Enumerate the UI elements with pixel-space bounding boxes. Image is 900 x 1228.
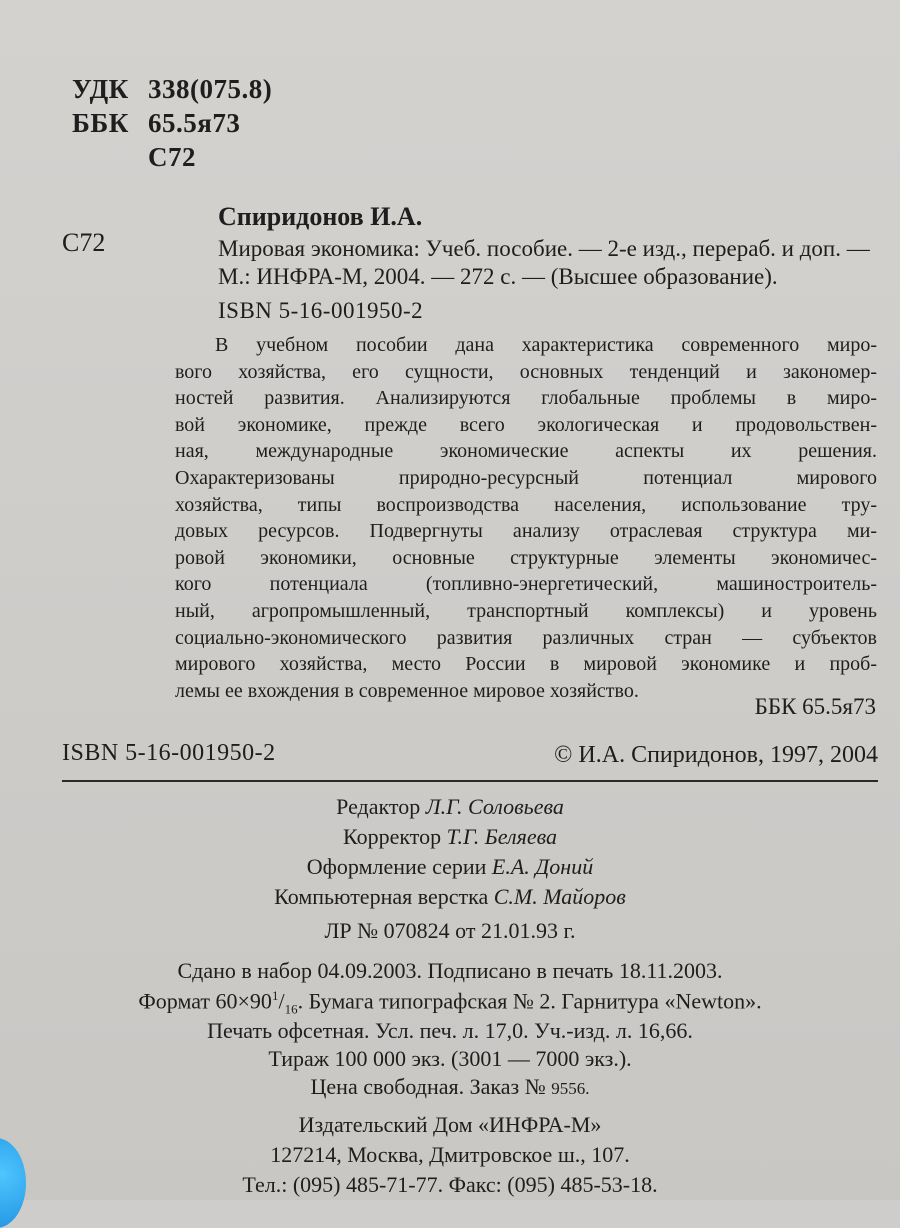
- annotation-line: ностей развития. Анализируются глобальные проблемы в миро-: [175, 387, 877, 410]
- divider-rule: [62, 780, 878, 782]
- credit-role: Редактор: [336, 794, 421, 819]
- annotation-line: кого потенциала (топливно-энергетический, машиностроитель-: [175, 573, 877, 596]
- license-line: ЛР № 070824 от 21.01.93 г.: [324, 918, 576, 943]
- annotation-line: довых ресурсов. Подвергнуты анализу отраслевая структура ми-: [175, 520, 877, 543]
- annotation-line: ный, агропромышленный, транспортный комплексы) и уровень: [175, 599, 877, 622]
- udk-value: 338(075.8): [148, 74, 273, 104]
- annotation-line: вого хозяйства, его сущности, основных тенденций и закономер-: [175, 360, 877, 383]
- annotation-line: ная, международные экономические аспекты их решения.: [175, 440, 877, 463]
- credit-person: Л.Г. Соловьева: [425, 794, 564, 819]
- credit-editor: [0, 794, 900, 820]
- credit-role: Корректор: [343, 824, 442, 849]
- print-line-4: Тираж 100 000 экз. (3001 — 7000 экз.).: [268, 1046, 632, 1071]
- credit-design: [0, 854, 900, 880]
- order-number: 9556.: [551, 1079, 590, 1098]
- biblio-line-2: М.: ИНФРА-М, 2004. — 272 с. — (Высшее образование).: [218, 264, 778, 289]
- udk-label: УДК: [72, 74, 129, 104]
- format-sup: 1: [271, 988, 279, 1003]
- author-mark: С72: [148, 142, 196, 172]
- annotation-line: ровой экономики, основные структурные элементы экономичес-: [175, 546, 877, 569]
- credit-person: Е.А. Доний: [491, 854, 594, 879]
- credit-person: С.М. Майоров: [493, 884, 626, 909]
- credit-person: Т.Г. Беляева: [446, 824, 557, 849]
- bbk-label: ББК: [72, 108, 129, 138]
- bbk-line: [72, 108, 240, 139]
- annotation-line: социально-экономического развития различных стран — субъектов: [175, 626, 877, 649]
- annotation-line: Охарактеризованы природно-ресурсный потенциал мирового: [175, 466, 877, 489]
- print-line-1: Сдано в набор 04.09.2003. Подписано в печать 18.11.2003.: [177, 958, 723, 983]
- credit-layout: [0, 884, 900, 910]
- publisher-address: 127214, Москва, Дмитровское ш., 107.: [270, 1142, 630, 1167]
- annotation: [175, 332, 877, 704]
- format-sub: 16: [284, 1001, 298, 1017]
- copyright: © И.А. Спиридонов, 1997, 2004: [554, 742, 878, 768]
- entry-mark: С72: [62, 228, 106, 257]
- print-line-5: [0, 1074, 900, 1100]
- author-name: Спиридонов И.А.: [218, 202, 423, 231]
- entry-isbn: ISBN 5-16-001950-2: [218, 298, 424, 323]
- format-rest: . Бумага типографская № 2. Гарнитура «Newton».: [297, 988, 762, 1014]
- udk-line: [72, 74, 272, 105]
- annotation-line: В учебном пособии дана характеристика современного миро-: [215, 334, 877, 356]
- annotation-line: лемы ее вхождения в современное мировое хозяйство.: [175, 679, 639, 702]
- credit-role: Компьютерная верстка: [274, 884, 489, 909]
- annotation-line: мирового хозяйства, место России в мировой экономике и проб-: [175, 653, 877, 676]
- format-label: Формат 60×90: [138, 988, 272, 1014]
- publisher-name: Издательский Дом «ИНФРА-М»: [298, 1112, 602, 1137]
- isbn-bottom: ISBN 5-16-001950-2: [62, 740, 276, 766]
- print-line-2: Формат $60\times 90^1/_{16}$. Бумага типографская № 2. Гарнитура «Newton».: [138, 988, 762, 1017]
- bbk-bottom: ББК 65.5я73: [754, 694, 876, 719]
- publisher-phones: Тел.: (095) 485-71-77. Факс: (095) 485-53-18.: [242, 1172, 658, 1197]
- annotation-line: хозяйства, типы воспроизводства населения, использование тру-: [175, 493, 877, 516]
- price-order: Цена свободная. Заказ №: [310, 1074, 546, 1099]
- print-line-3: Печать офсетная. Усл. печ. л. 17,0. Уч.-изд. л. 16,66.: [207, 1018, 693, 1043]
- credit-role: Оформление серии: [306, 854, 487, 879]
- bbk-value: 65.5я73: [148, 108, 241, 138]
- credit-corrector: [0, 824, 900, 850]
- biblio-line-1: Мировая экономика: Учеб. пособие. — 2-е изд., перераб. и доп. —: [218, 236, 870, 261]
- annotation-line: вой экономике, прежде всего экологическая и продовольствен-: [175, 413, 877, 436]
